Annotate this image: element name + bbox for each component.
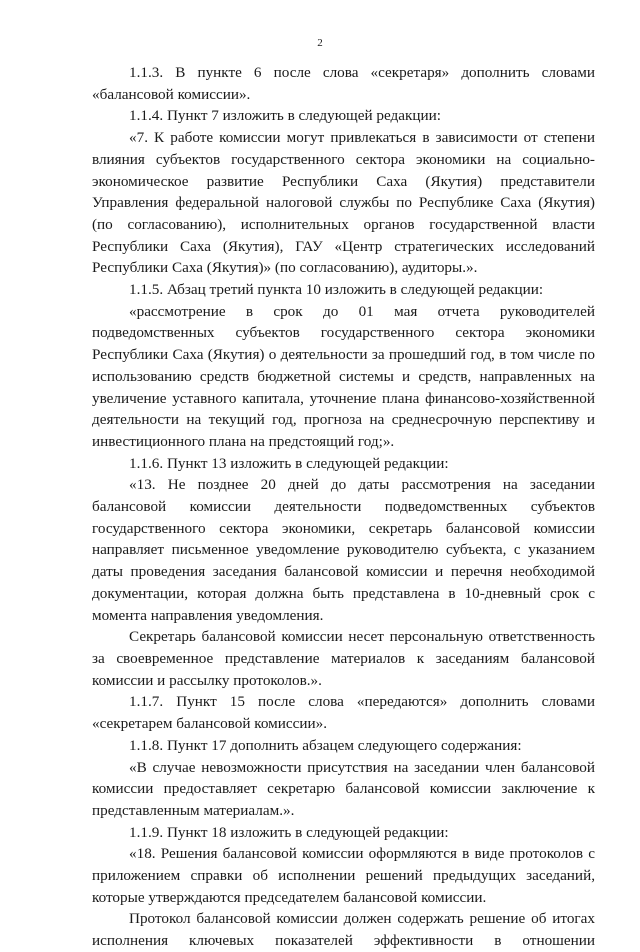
paragraph-secretary-responsibility: Секретарь балансовой комиссии несет персональную ответственность за своевременное представление материалов к заседаниям балансовой комиссии и рассылку протоколов.». (92, 628, 595, 689)
paragraph-1-1-3: 1.1.3. В пункте 6 после слова «секретаря» дополнить словами «балансовой комиссии». (92, 64, 595, 103)
document-body (92, 62, 595, 952)
paragraph-clause-13: «13. Не позднее 20 дней до даты рассмотрения на заседании балансовой комиссии деятельности подведомственных субъектов государственного сектора экономики, секретарь балансовой комиссии направляет письменное уведомление руководителю субъекта, с указанием даты проведения заседания балансовой комиссии и перечня необходимой документации, которая должна быть представлена в 10-дневный срок с момента направления уведомления. (92, 476, 595, 624)
page-number: 2 (317, 37, 323, 49)
paragraph-1-1-5: 1.1.5. Абзац третий пункта 10 изложить в следующей редакции: (129, 281, 544, 299)
paragraph-1-1-7: 1.1.7. Пункт 15 после слова «передаются» дополнить словами «секретарем балансовой комиссии». (92, 693, 595, 733)
paragraph-1-1-8: 1.1.8. Пункт 17 дополнить абзацем следующего содержания: (129, 736, 522, 754)
paragraph-1-1-9: 1.1.9. Пункт 18 изложить в следующей редакции: (129, 823, 449, 841)
paragraph-clause-7: «7. К работе комиссии могут привлекаться в зависимости от степени влияния субъектов государственного сектора экономики на социально-экономическое развитие Республики Саха (Якутия) представители Управления федеральной налоговой службы по Республике Саха (Якутия) (по согласованию), исполнительных органов государственной власти Республики Саха (Якутия), ГАУ «Центр стратегических исследований Республики Саха (Якутия)» (по согласованию), аудиторы.». (92, 129, 595, 277)
paragraph-1-1-4: 1.1.4. Пункт 7 изложить в следующей редакции: (129, 107, 442, 125)
paragraph-protocol-content: Протокол балансовой комиссии должен содержать решение об итогах исполнения ключевых показателей эффективности в отношении (92, 910, 595, 950)
paragraph-1-1-6: 1.1.6. Пункт 13 изложить в следующей редакции: (129, 454, 449, 472)
paragraph-review-deadline: «рассмотрение в срок до 01 мая отчета руководителей подведомственных субъектов государственного сектора экономики Республики Саха (Якутия) о деятельности за прошедший год, в том числе по использованию средств бюджетной системы и средств, направленных на увеличение уставного капитала, уточнение плана финансово-хозяйственной деятельности на текущий год, прогноза на среднесрочную перспективу и инвестиционного плана на предстоящий год;». (92, 302, 595, 450)
paragraph-clause-18: «18. Решения балансовой комиссии оформляются в виде протоколов с приложением справки об исполнении решений предыдущих заседаний, которые утверждаются председателем балансовой комиссии. (92, 845, 595, 906)
paragraph-absence-conclusion: «В случае невозможности присутствия на заседании член балансовой комиссии предоставляет секретарю балансовой комиссии заключение к представленным материалам.». (92, 758, 595, 819)
